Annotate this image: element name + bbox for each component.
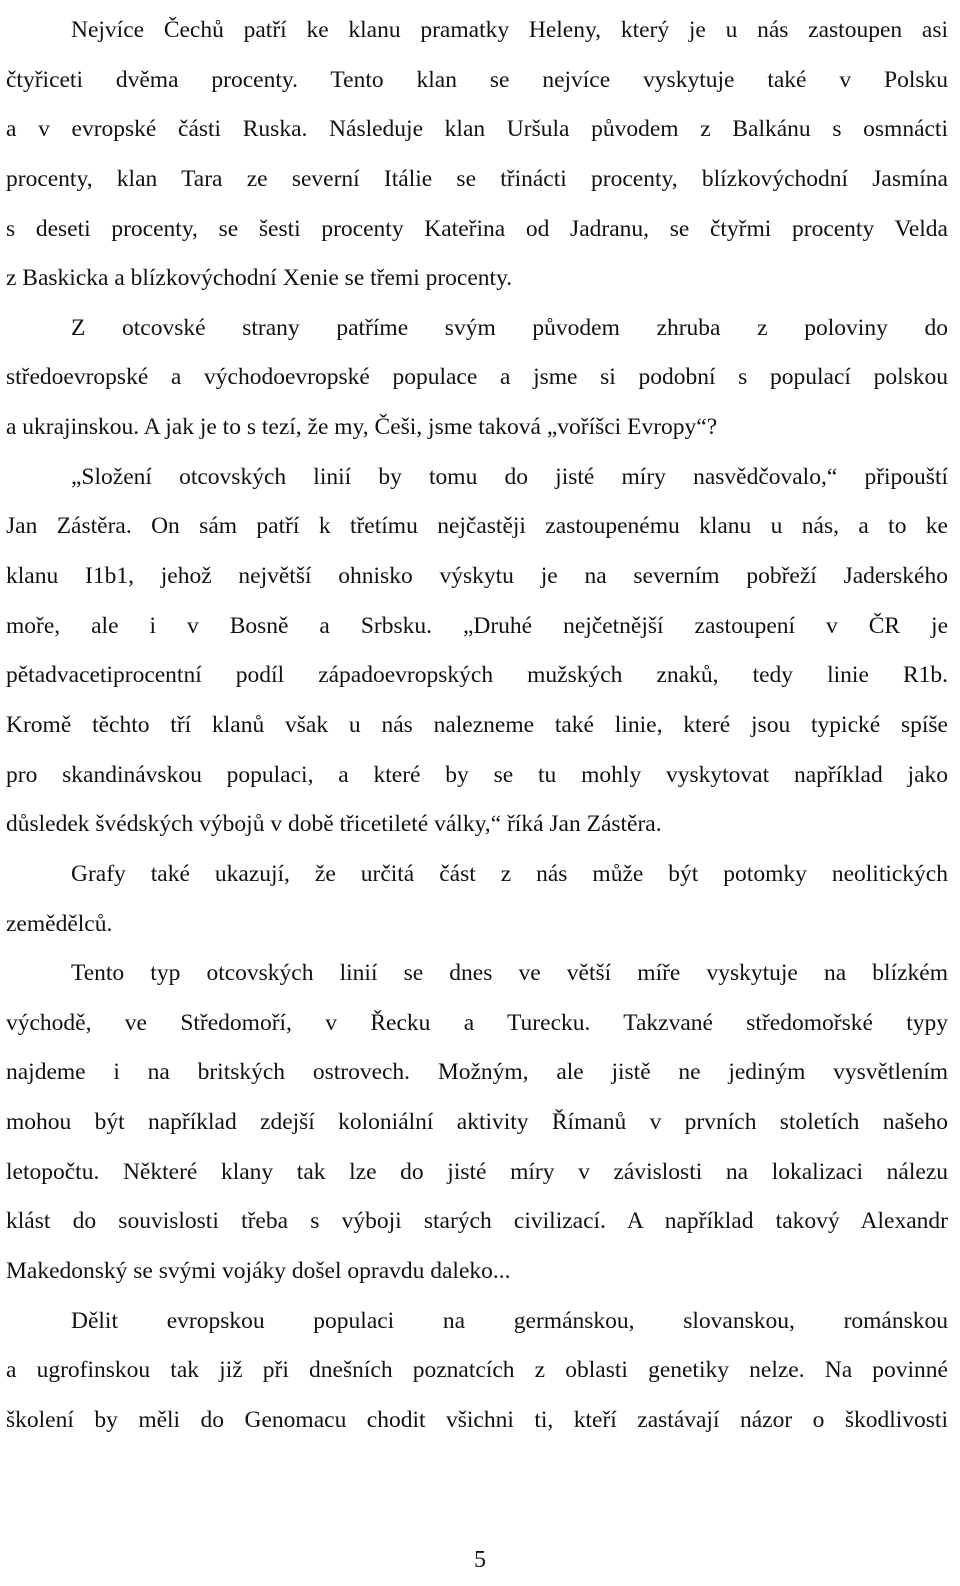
text-line: klást do souvislosti třeba s výboji starých civilizací. A například takový Alexandr (6, 1208, 948, 1235)
paragraph (6, 304, 948, 453)
text-line: a ukrajinskou. A jak je to s tezí, že my, Češi, jsme taková „voříšci Evropy“? (6, 414, 718, 441)
text-line: „Složení otcovských linií by tomu do jisté míry nasvědčovalo,“ připouští (71, 463, 948, 490)
paragraph (6, 6, 948, 304)
text-line: Z otcovské strany patříme svým původem zhruba z poloviny do (71, 314, 948, 341)
text-line: klanu I1b1, jehož největší ohnisko výskytu je na severním pobřeží Jaderského (6, 563, 948, 590)
text-line: důsledek švédských výbojů v době třicetileté války,“ říká Jan Zástěra. (6, 811, 662, 838)
text-line: pro skandinávskou populaci, a které by se tu mohly vyskytovat například jako (6, 761, 948, 788)
text-line: východě, ve Středomoří, v Řecku a Turecku. Takzvané středomořské typy (6, 1009, 948, 1036)
text-line: najdeme i na britských ostrovech. Možným, ale jistě ne jediným vysvětlením (6, 1059, 948, 1086)
text-line: s deseti procenty, se šesti procenty Kateřina od Jadranu, se čtyřmi procenty Velda (6, 215, 948, 242)
paragraph (6, 850, 948, 949)
text-line: Jan Zástěra. On sám patří k třetímu nejčastěji zastoupenému klanu u nás, a to ke (6, 513, 948, 540)
text-line: Kromě těchto tří klanů však u nás nalezneme také linie, které jsou typické spíše (6, 711, 948, 738)
text-line: a v evropské části Ruska. Následuje klan Uršula původem z Balkánu s osmnácti (6, 116, 948, 143)
text-line: zemědělců. (6, 910, 113, 937)
text-line: školení by měli do Genomacu chodit všichni ti, kteří zastávají názor o škodlivosti (6, 1406, 948, 1433)
paragraph (6, 453, 948, 850)
text-line: Nejvíce Čechů patří ke klanu pramatky Heleny, který je u nás zastoupen asi (71, 17, 948, 43)
paragraph (6, 1297, 948, 1446)
text-line: Grafy také ukazují, že určitá část z nás může být potomky neolitických (71, 860, 948, 887)
text-line: pětadvacetiprocentní podíl západoevropských mužských znaků, tedy linie R1b. (6, 662, 948, 689)
text-line: z Baskicka a blízkovýchodní Xenie se třemi procenty. (6, 265, 513, 292)
text-line: Makedonský se svými vojáky došel opravdu daleko... (6, 1258, 511, 1285)
text-line: středoevropské a východoevropské populace a jsme si podobní s populací polskou (6, 364, 948, 391)
text-line: procenty, klan Tara ze severní Itálie se třinácti procenty, blízkovýchodní Jasmína (6, 165, 948, 192)
paragraph (6, 949, 948, 1296)
text-line: moře, ale i v Bosně a Srbsku. „Druhé nejčetnější zastoupení v ČR je (6, 612, 948, 639)
text-line: Dělit evropskou populaci na germánskou, slovanskou, románskou (71, 1307, 948, 1334)
text-line: čtyřiceti dvěma procenty. Tento klan se nejvíce vyskytuje také v Polsku (6, 66, 948, 93)
text-line: a ugrofinskou tak již při dnešních poznatcích z oblasti genetiky nelze. Na povinné (6, 1357, 948, 1384)
text-line: letopočtu. Některé klany tak lze do jisté míry v závislosti na lokalizaci nálezu (6, 1158, 948, 1185)
text-line: mohou být například zdejší koloniální aktivity Římanů v prvních stoletích našeho (6, 1109, 948, 1136)
text-line: Tento typ otcovských linií se dnes ve větší míře vyskytuje na blízkém (71, 960, 948, 987)
article-body (6, 6, 948, 1446)
page-number: 5 (474, 1547, 486, 1573)
